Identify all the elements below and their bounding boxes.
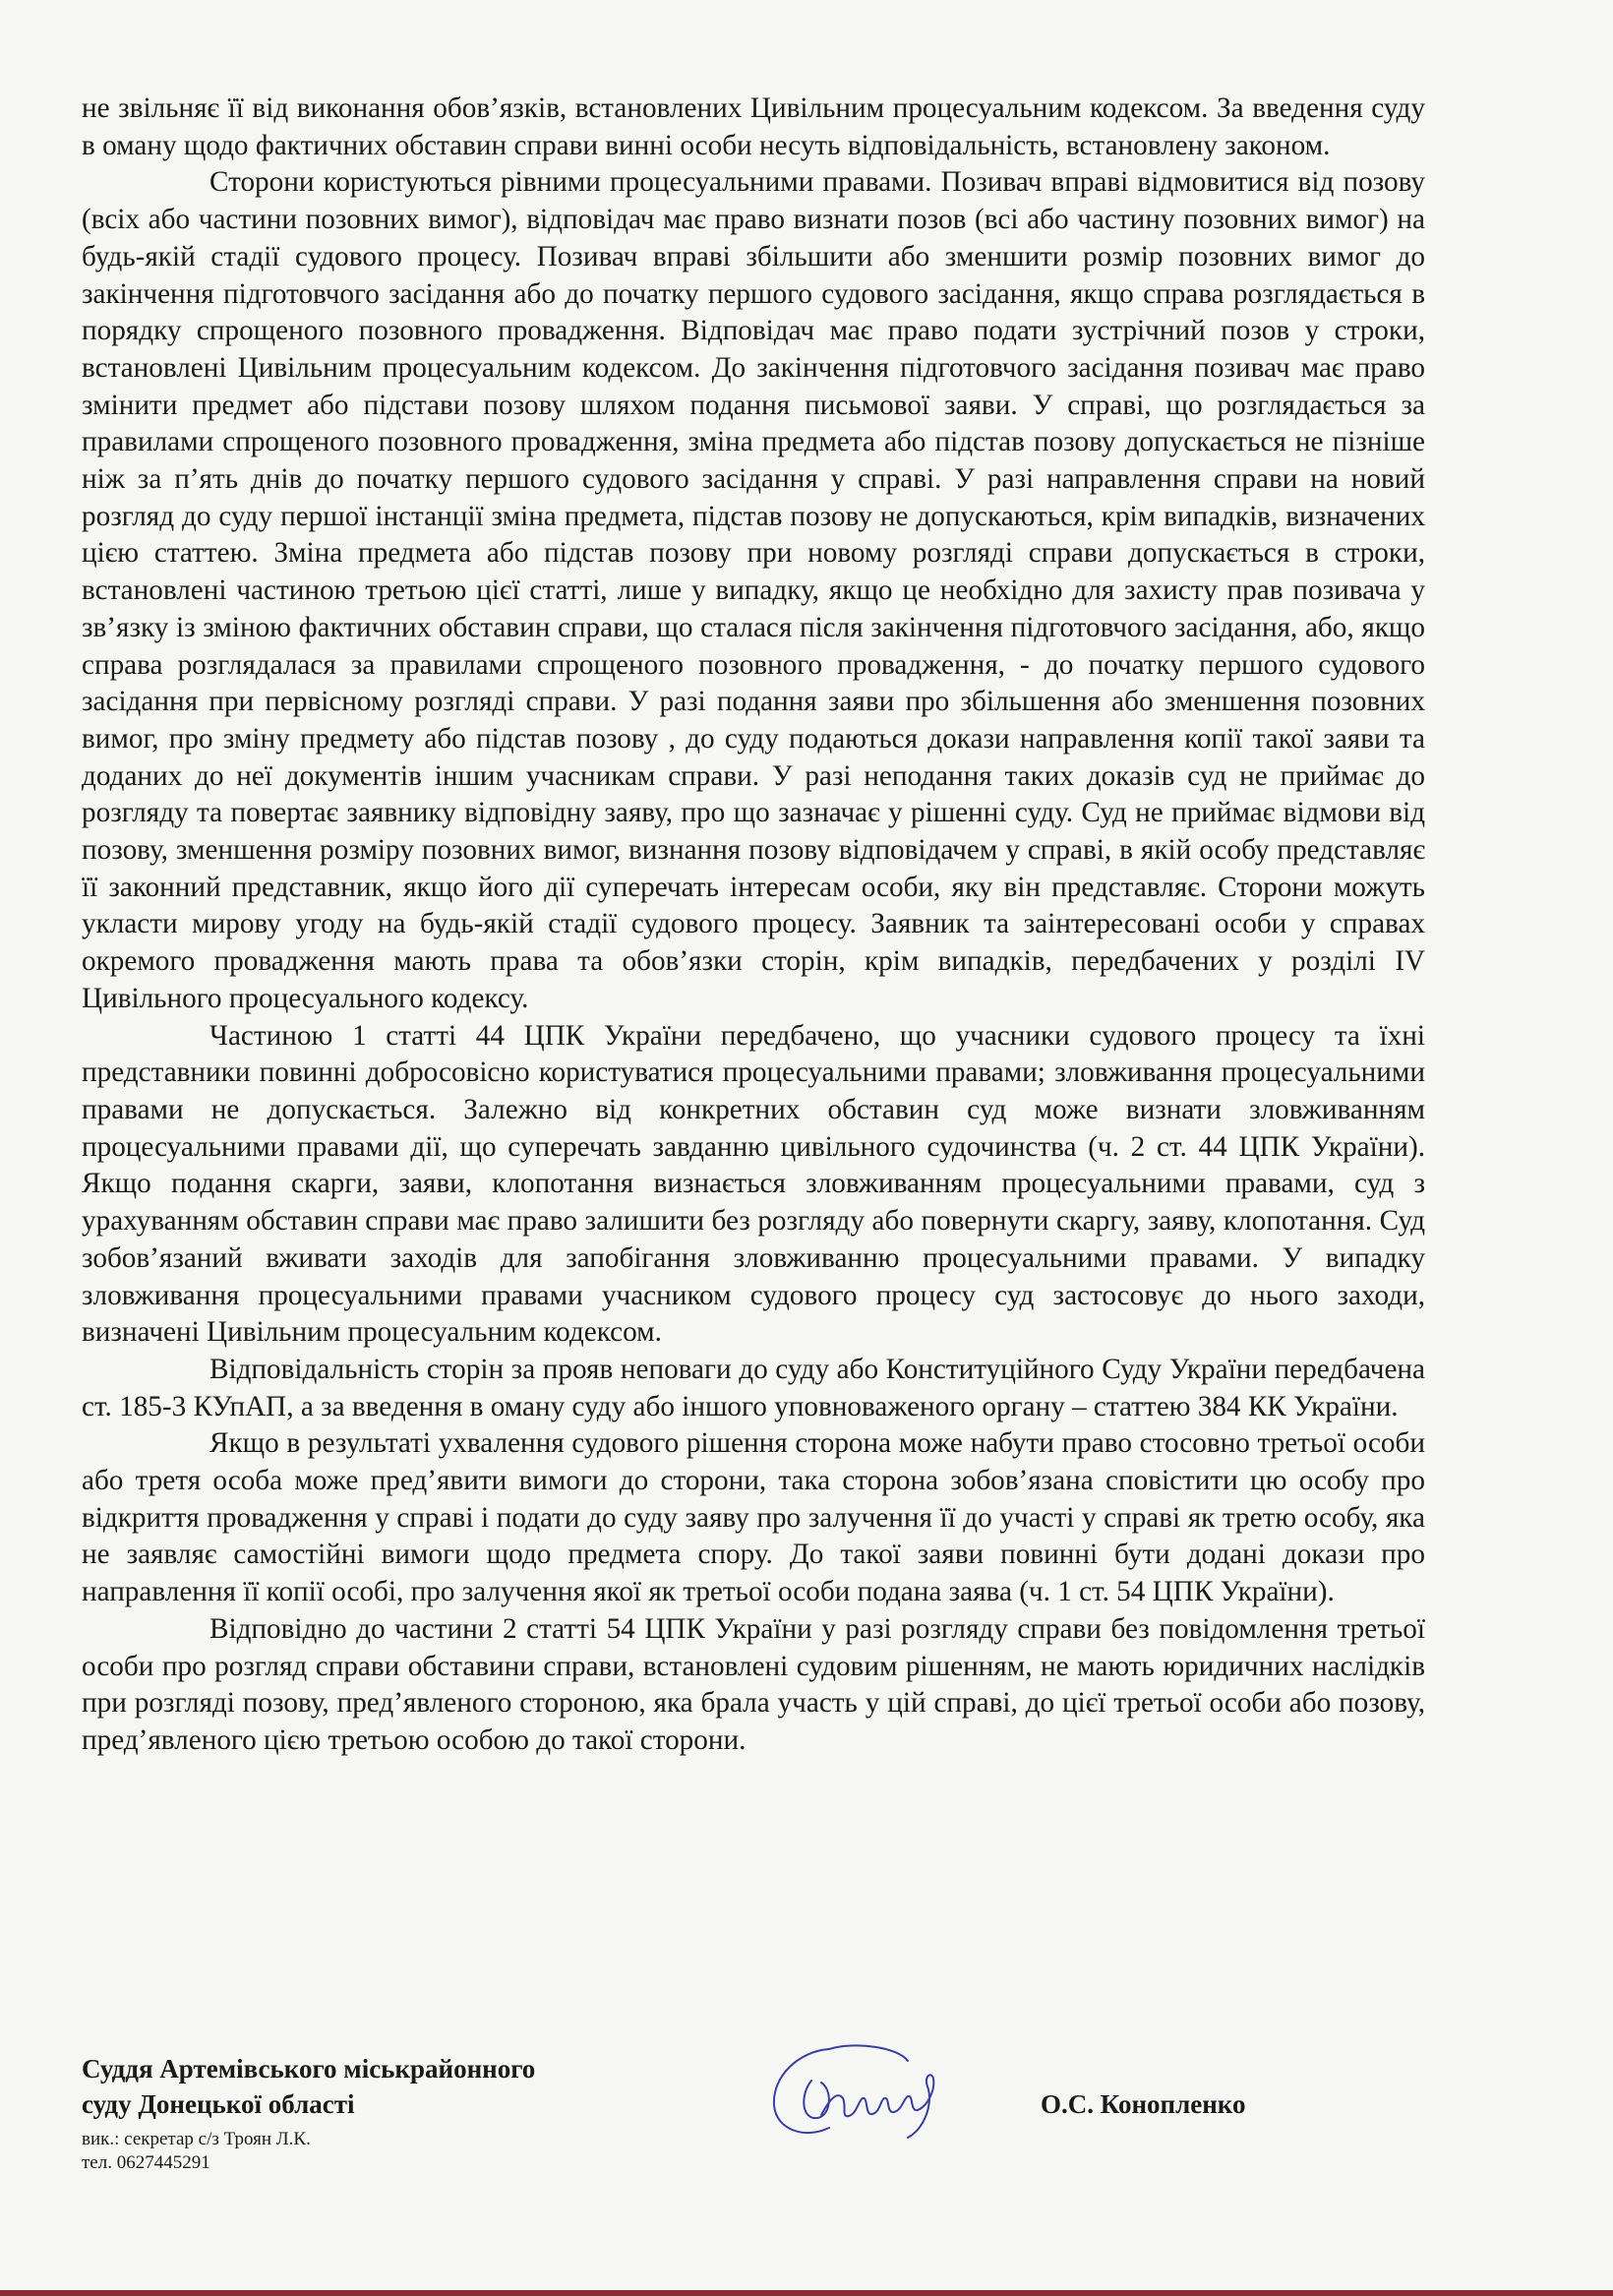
- judge-name: О.С. Конопленко: [1041, 2089, 1246, 2119]
- paragraph-abuse-of-rights: Частиною 1 статті 44 ЦПК України передбачено, що учасники судового процесу та їхні представники повинні добросовісно користуватися процесуальними правами; зловживання процесуальними правами не допускається. Залежно від конкретних обставин суд може визнати зловживанням процесуальними правами дії, що суперечать завданню цивільного судочинства (ч. 2 ст. 44 ЦПК України). Якщо подання скарги, заяви, клопотання визнається зловживанням процесуальними правами, суд з урахуванням обставин справи має право залишити без розгляду або повернути скаргу, заяву, клопотання. Суд зобов’язаний вживати заходів для запобігання зловживанню процесуальними правами. У випадку зловживання процесуальними правами учасником судового процесу суд застосовує до нього заходи, визначені Цивільним процесуальним кодексом.: [82, 1019, 1425, 1349]
- signature-initial-stroke: [804, 2081, 829, 2118]
- paragraph-continuation: не звільняє її від виконання обов’язків, встановлених Цивільним процесуальним кодексом. За введення суду в оману щодо фактичних обставин справи винні особи несуть відповідальність, встановлену законом.: [82, 92, 1425, 161]
- paragraph-third-party-notice: Якщо в результаті ухвалення судового рішення сторона може набути право стосовно третьої особи або третя особа може пред’явити вимоги до сторони, така сторона зобов’язана сповістити цю особу про відкриття провадження у справі і подати до суду заяву про залучення її до участі у справі як третю особу, яка не заявляє самостійні вимоги щодо предмета спору. До такої заяви повинні бути додані докази про направлення її копії особі, про залучення якої як третьої особи подана заява (ч. 1 ст. 54 ЦПК України).: [82, 1427, 1425, 1608]
- judge-title-line2: суду Донецької області: [82, 2089, 355, 2119]
- signature-top-stroke: [829, 2045, 908, 2061]
- paragraph-party-rights: Сторони користуються рівними процесуальними правами. Позивач вправі відмовитися від позову (всіх або частини позовних вимог), відповідач має право визнати позов (всі або частину позовних вимог) на будь-якій стадії судового процесу. Позивач вправі збільшити або зменшити розмір позовних вимог до закінчення підготовчого засідання або до початку першого судового засідання, якщо справа розглядається в порядку спрощеного позовного провадження. Відповідач має право подати зустрічний позов у строки, встановлені Цивільним процесуальним кодексом. До закінчення підготовчого засідання позивач має право змінити предмет або підстави позову шляхом подання письмової заяви. У справі, що розглядається за правилами спрощеного позовного провадження, зміна предмета або підстав позову допускається не пізніше ніж за п’ять днів до початку першого судового засідання у справі. У разі направлення справи на новий розгляд до суду першої інстанції зміна предмета, підстав позову не допускаються, крім випадків, визначених цією статтею. Зміна предмета або підстав позову при новому розгляді справи допускається в строки, встановлені частиною третьою цієї статті, лише у випадку, якщо це необхідно для захисту прав позивача у зв’язку із зміною фактичних обставин справи, що сталася після закінчення підготовчого засідання, або, якщо справа розглядалася за правилами спрощеного позовного провадження, - до початку першого судового засідання при первісному розгляді справи. У разі подання заяви про збільшення або зменшення позовних вимог, про зміну предмету або підстав позову , до суду подаються докази направлення копії такої заяви та доданих до неї документів іншим учасникам справи. У разі неподання таких доказів суд не приймає до розгляду та повертає заявнику відповідну заяву, про що зазначає у рішенні суду. Суд не приймає відмови від позову, зменшення розміру позовних вимог, визнання позову відповідачем у справі, в якій особу представляє її законний представник, якщо його дії суперечать інтересам особи, яку він представляє. Сторони можуть укласти мирову угоду на будь-якій стадії судового процесу. Заявник та заінтересовані особи у справах окремого провадження мають права та обов’язки сторін, крім випадків, передбачених у розділі IV Цивільного процесуального кодексу.: [82, 166, 1425, 1014]
- executor-note: вик.: секретар с/з Троян Л.К.: [82, 2129, 311, 2149]
- signature-tail-stroke: [908, 2075, 933, 2138]
- judge-title-line1: Суддя Артемівського міськрайонного: [82, 2054, 536, 2084]
- signature-loop-stroke: [774, 2049, 829, 2133]
- paragraph-liability: Відповідальність сторін за прояв неповаги до суду або Конституційного Суду України передбачена ст. 185-3 КУпАП, а за введення в оману суду або іншого уповноваженого органу – статтею 384 КК України.: [82, 1353, 1425, 1422]
- page-edge: [0, 2290, 1613, 2296]
- phone-note: тел. 0627445291: [82, 2152, 210, 2173]
- signature-body-stroke: [821, 2095, 918, 2116]
- document-body: [82, 91, 1425, 1760]
- paragraph-third-party-consequences: Відповідно до частини 2 статті 54 ЦПК України у разі розгляду справи без повідомлення третьої особи про розгляд справи обставини справи, встановлені судовим рішенням, не мають юридичних наслідків при розгляді позову, пред’явленого стороною, яка брала участь у цій справі, до цієї третьої особи або позову, пред’явленого цією третьою особою до такої сторони.: [82, 1612, 1425, 1756]
- handwritten-signature: [760, 2022, 957, 2159]
- signature-block: [82, 2051, 1537, 2189]
